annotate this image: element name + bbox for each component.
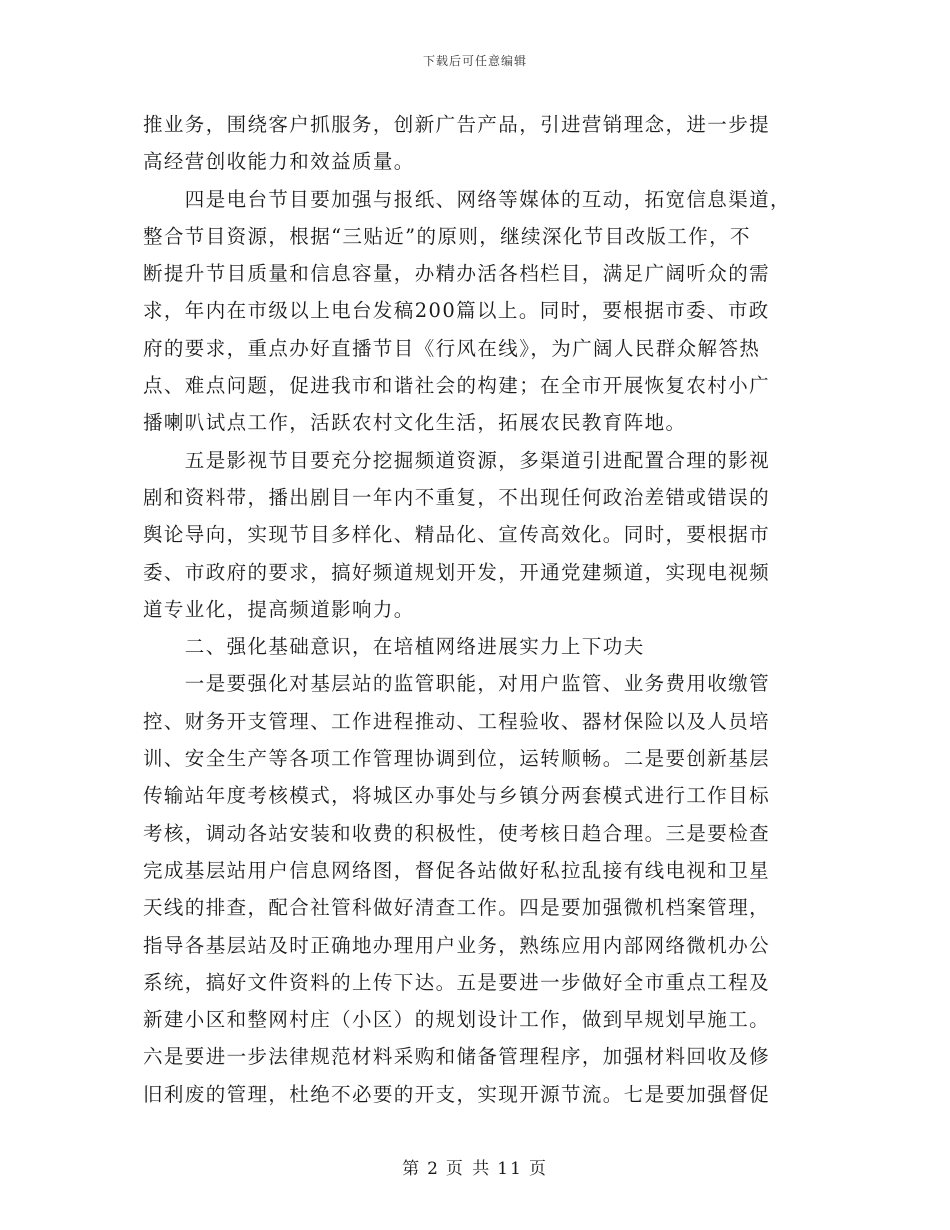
text-line: 指导各基层站及时正确地办理用户业务，熟练应用内部网络微机办公 (143, 933, 771, 957)
page-total: 11 (497, 1159, 523, 1179)
text-line: 推业务，围绕客户抓服务，创新广告产品，引进营销理念，进一步提 (143, 113, 771, 136)
text-line: 新建小区和整网村庄（小区）的规划设计工作，做到早规划早施工。 (143, 1008, 771, 1032)
text-line: 传输站年度考核模式，将城区办事处与乡镇分两套模式进行工作目标 (143, 784, 771, 808)
text-line: 完成基层站用户信息网络图，督促各站做好私拉乱接有线电视和卫星 (143, 858, 771, 882)
text-line: 四是电台节目要加强与报纸、网络等媒体的互动，拓宽信息渠道， (143, 187, 791, 211)
text-line: 委、市政府的要求，搞好频道规划开发，开通党建频道，实现电视频 (143, 560, 771, 584)
section-heading (143, 628, 809, 665)
paragraph-3 (143, 442, 809, 628)
paragraph-4 (143, 665, 809, 1113)
text-line: 考核，调动各站安装和收费的积极性，使考核日趋合理。三是要检查 (143, 821, 771, 845)
text-line: 训、安全生产等各项工作管理协调到位，运转顺畅。二是要创新基层 (143, 747, 771, 771)
text-line: 播喇叭试点工作，活跃农村文化生活，拓展农民教育阵地。 (143, 411, 687, 435)
text-line: 五是影视节目要充分挖掘频道资源，多渠道引进配置合理的影视 (143, 448, 771, 472)
text-line: 道专业化，提高频道影响力。 (143, 597, 415, 621)
page-footer (0, 1154, 950, 1179)
text-line: 二、强化基础意识，在培植网络进展实力上下功夫 (143, 635, 645, 659)
paragraph-1 (143, 106, 809, 181)
text-line: 点、难点问题，促进我市和谐社会的构建；在全市开展恢复农村小广 (143, 374, 771, 398)
text-line: 断提升节目质量和信息容量，办精办活各档栏目，满足广阔听众的需 (143, 262, 771, 286)
paragraph-2 (143, 181, 809, 442)
text-line: 整合节目资源，根据“三贴近”的原则，继续深化节目改版工作，不 (143, 224, 751, 248)
text-line: 控、财务开支管理、工作进程推动、工程验收、器材保险以及人员培 (143, 709, 771, 733)
text-line: 舆论导向，实现节目多样化、精品化、宣传高效化。同时，要根据市 (143, 523, 771, 547)
text-line: 天线的排查，配合社管科做好清查工作。四是要加强微机档案管理， (143, 896, 771, 920)
document-body (143, 106, 809, 1113)
footer-prefix: 第 (402, 1159, 422, 1179)
text-line: 府的要求，重点办好直播节目《行风在线》，为广阔人民群众解答热 (143, 336, 761, 360)
text-line: 求，年内在市级以上电台发稿200篇以上。同时，要根据市委、市政 (143, 299, 770, 323)
page-header: 下载后可任意编辑 (422, 54, 527, 68)
text-line: 六是要进一步法律规范材料采购和储备管理程序，加强材料回收及修 (143, 1045, 771, 1069)
text-line: 一是要强化对基层站的监管职能，对用户监管、业务费用收缴管 (143, 672, 771, 696)
text-line: 系统，搞好文件资料的上传下达。五是要进一步做好全市重点工程及 (143, 970, 771, 994)
footer-middle: 页 共 (445, 1159, 492, 1179)
footer-suffix: 页 (528, 1159, 548, 1179)
text-line: 旧利废的管理，杜绝不必要的开支，实现开源节流。七是要加强督促 (143, 1082, 771, 1106)
text-line: 剧和资料带，播出剧目一年内不重复，不出现任何政治差错或错误的 (143, 485, 771, 509)
page-number: 2 (427, 1159, 440, 1179)
text-line: 高经营创收能力和效益质量。 (143, 150, 415, 174)
